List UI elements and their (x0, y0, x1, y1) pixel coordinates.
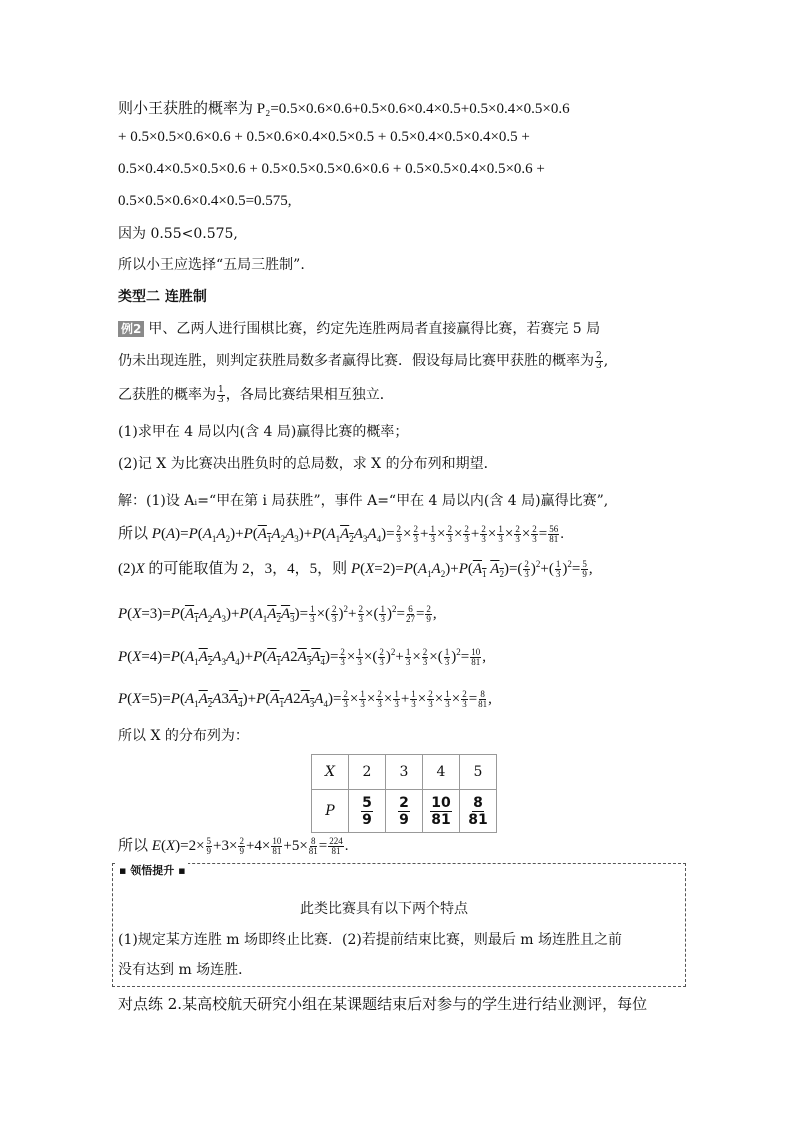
insight-heading: 此类比赛具有以下两个特点 (300, 901, 468, 917)
text-line-5: 因为 0.55<0.575, (118, 226, 238, 242)
section-heading: 类型二 连胜制 (118, 289, 207, 305)
table-row (312, 755, 497, 790)
distribution-table (311, 754, 497, 833)
text-line-6: 所以小王应选择“五局三胜制”. (118, 257, 305, 273)
solution-line-2: 所以 $P(A)=P(A_1A_2)+P(A_1A_2A_3)+P(A_1A_2A_3A_4)=$ $\frac{2}{3}$ × $\frac{2}{3}$ + $\frac{1}{3}$ × $\frac{2}{3}$ × $\frac{2}{3}$ + $\frac{2}{3}$ × $\frac{1}{3}$ × $\frac{2}{3}$ × $\frac{2}{3}$ = $\frac{56}{81}$ . (118, 524, 565, 545)
example-text-3b: ，各局比赛结果相互独立． (225, 387, 394, 403)
example-text-2: 仍未出现连胜，则判定获胜局数多者赢得比赛．假设每局比赛甲获胜的概率为 (118, 353, 594, 369)
table-cell: $\frac{10}{81}$ (423, 790, 460, 833)
practice-line: 对点练 2.某高校航天研究小组在某课题结束后对参与的学生进行结业测评，每位 (118, 995, 648, 1013)
table-cell: $\frac{2}{9}$ (386, 790, 423, 833)
text-line-4: 0.5×0.5×0.6×0.4×0.5=0.575, (118, 193, 292, 209)
solution-line-5: $P(X=4)=P(A_1A_2A_3A_4)+P(A_1A2A_3A_4)=$ $\frac{2}{3}$ × $\frac{1}{3}$ ×( $\frac{2}{3}$ )$^2$+ $\frac{1}{3}$ × $\frac{2}{3}$ ×( $\frac{1}{3}$ )$^2$= $\frac{10}{81}$ , (118, 647, 486, 668)
example-line-3 (118, 384, 394, 405)
table-header-x: X (312, 755, 349, 790)
solution-line-6: $P(X=5)=P(A_1A_2A3A_4)+P(A_1A2A_3A_4)=$ $\frac{2}{3}$ × $\frac{1}{3}$ × $\frac{2}{3}$ × $\frac{1}{3}$ + $\frac{1}{3}$ × $\frac{2}{3}$ × $\frac{1}{3}$ × $\frac{2}{3}$ = $\frac{8}{81}$ , (118, 689, 492, 709)
solution-line-4: $P(X=3)=P(A_1A_2A_3)+P(A_1A_2A_3)=$ $\frac{1}{3}$ ×( $\frac{2}{3}$ )$^2$+ $\frac{2}{3}$ ×( $\frac{1}{3}$ )$^2$= $\frac{6}{27}$ = $\frac{2}{9}$ , (118, 604, 437, 625)
table-cell: $\frac{5}{9}$ (349, 790, 386, 833)
insight-line-2: 没有达到 m 场连胜． (118, 962, 253, 978)
fraction: $\frac{2}{3}$ (596, 350, 602, 371)
table-cell: 5 (460, 755, 497, 790)
insight-line-1: (1)规定某方连胜 m 场即终止比赛．(2)若提前结束比赛，则最后 m 场连胜且之前 (118, 932, 623, 948)
text-line-2: + 0.5×0.5×0.6×0.6 + 0.5×0.6×0.4×0.5×0.5 + 0.5×0.4×0.5×0.4×0.5 + (118, 129, 530, 145)
table-cell: 2 (349, 755, 386, 790)
fraction: $\frac{1}{3}$ (218, 384, 224, 405)
example-text-3a: 乙获胜的概率为 (118, 387, 216, 403)
text-line-3: 0.5×0.4×0.5×0.5×0.6 + 0.5×0.5×0.5×0.6×0.6 + 0.5×0.5×0.4×0.5×0.6 + (118, 161, 545, 177)
question-1: (1)求甲在 4 局以内(含 4 局)赢得比赛的概率； (118, 424, 409, 440)
example-badge: 例2 (118, 321, 144, 337)
example-text-1: 甲、乙两人进行围棋比赛，约定先连胜两局者直接赢得比赛，若赛完 5 局 (148, 321, 601, 337)
table-header-p: P (312, 790, 349, 833)
solution-line-1: 解：(1)设 Aᵢ=“甲在第 i 局获胜”，事件 A=“甲在 4 局以内(含 4 局)赢得比赛”, (118, 493, 609, 509)
table-cell: $\frac{8}{81}$ (460, 790, 497, 833)
text-line-1: 则小王获胜的概率为 P₂=0.5×0.6×0.6+0.5×0.6×0.4×0.5+0.5×0.4×0.5×0.6 (118, 101, 570, 117)
table-row (312, 790, 497, 833)
insight-box-title: ▪ 领悟提升 ▪ (119, 864, 186, 877)
table-cell: 3 (386, 755, 423, 790)
example-line-1 (118, 318, 600, 338)
distribution-intro: 所以 X 的分布列为： (118, 728, 249, 744)
solution-line-3: (2)X 的可能取值为 2，3，4，5，则 $P(X=2)=P(A_1A_2)+P(A_1$ $A_2)=$( $\frac{2}{3}$ )$^2$+( $\frac{1}{3}$ )$^2$= $\frac{5}{9}$ , (118, 559, 593, 580)
question-2: (2)记 X 为比赛决出胜负时的总局数，求 X 的分布列和期望． (118, 456, 498, 472)
expectation-line: 所以 E(X)=2× $\frac{5}{9}$ +3× $\frac{2}{9}$ +4× $\frac{10}{81}$ +5× $\frac{8}{81}$ = $\frac{224}{81}$ . (118, 836, 349, 857)
table-cell: 4 (423, 755, 460, 790)
example-line-2: 仍未出现连胜，则判定获胜局数多者赢得比赛．假设每局比赛甲获胜的概率为 $\frac{2}{3}$ , (118, 350, 609, 371)
